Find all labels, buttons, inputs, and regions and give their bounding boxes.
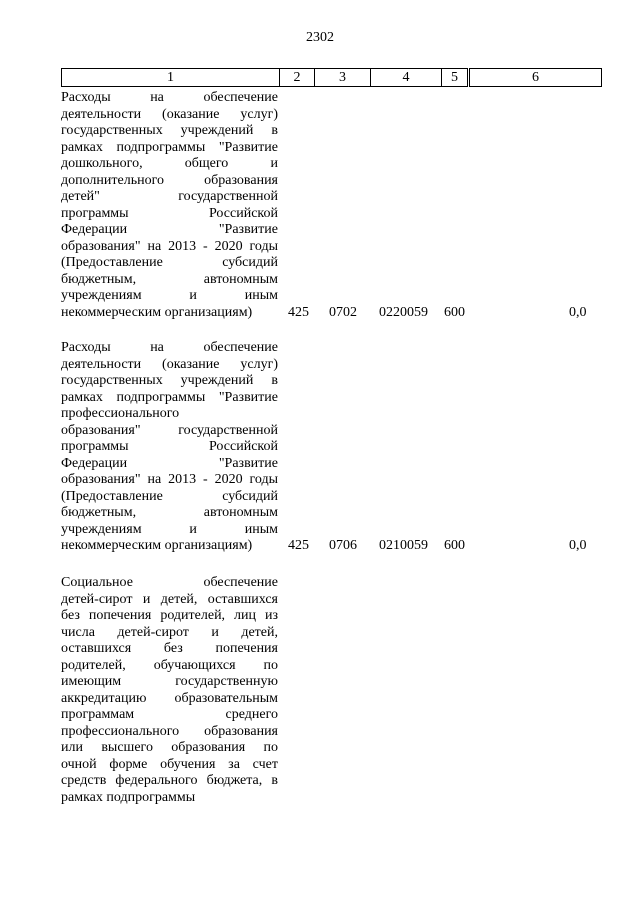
description-line: очной форме обучения за счет: [61, 756, 278, 772]
description-line: детей-сирот и детей, оставшихся: [61, 591, 278, 607]
description-line: рамках подпрограммы "Развитие: [61, 139, 278, 155]
expense-type: 600: [444, 538, 465, 553]
target-code: 0220059: [379, 304, 428, 320]
expense-type: 600: [444, 304, 465, 320]
description-line: имеющим государственную: [61, 674, 278, 689]
description-line: рамках подпрограммы: [61, 789, 196, 805]
description-line: Расходы на обеспечение: [61, 90, 278, 105]
description-line: профессионального: [61, 406, 180, 421]
section-code: 0706: [329, 538, 357, 553]
header-col-1: 1: [61, 68, 280, 87]
description-line: образования" государственной: [61, 422, 278, 438]
description-line: средств федерального бюджета, в: [61, 773, 278, 788]
description-line: без попечения родителей, лиц из: [61, 608, 278, 623]
row-description: [61, 90, 278, 321]
description-line: бюджетным, автономным: [61, 271, 278, 287]
page-number: 2302: [306, 30, 334, 45]
header-col-2: 2: [279, 68, 315, 87]
description-line: учреждениям и иным: [61, 288, 278, 303]
amount-value: 0,0: [569, 304, 587, 320]
description-line: программам среднего: [61, 707, 278, 722]
description-line: программы Российской: [61, 439, 278, 454]
description-line: деятельности (оказание услуг): [61, 106, 278, 122]
section-code: 0702: [329, 304, 357, 320]
description-line: детей" государственной: [61, 189, 278, 204]
description-line: деятельности (оказание услуг): [61, 356, 278, 372]
description-line: образования" на 2013 - 2020 годы: [61, 472, 278, 487]
row-description: [61, 575, 278, 806]
ministry-code: 425: [288, 538, 309, 553]
description-line: оставшихся без попечения: [61, 641, 278, 656]
description-line: дополнительного образования: [61, 172, 278, 188]
header-col-5: 5: [441, 68, 468, 87]
description-line: (Предоставление субсидий: [61, 255, 278, 270]
header-col-6: 6: [469, 68, 602, 87]
description-line: образования" на 2013 - 2020 годы: [61, 238, 278, 254]
description-line: или высшего образования по: [61, 740, 278, 755]
target-code: 0210059: [379, 538, 428, 553]
amount-value: 0,0: [569, 538, 587, 553]
description-line: Расходы на обеспечение: [61, 340, 278, 355]
description-line: некоммерческим организациям): [61, 538, 253, 553]
ministry-code: 425: [288, 304, 309, 320]
description-line: родителей, обучающихся по: [61, 657, 278, 673]
description-line: Социальное обеспечение: [61, 575, 278, 590]
description-line: Федерации "Развитие: [61, 455, 278, 471]
description-line: учреждениям и иным: [61, 521, 278, 537]
description-line: бюджетным, автономным: [61, 505, 278, 520]
description-line: рамках подпрограммы "Развитие: [61, 389, 278, 405]
description-line: дошкольного, общего и: [61, 156, 278, 171]
description-line: государственных учреждений в: [61, 373, 278, 388]
description-line: (Предоставление субсидий: [61, 488, 278, 504]
description-line: аккредитацию образовательным: [61, 690, 278, 706]
description-line: числа детей-сирот и детей,: [61, 624, 278, 640]
row-description: [61, 340, 278, 555]
description-line: Федерации "Развитие: [61, 222, 278, 237]
header-col-3: 3: [314, 68, 371, 87]
header-col-4: 4: [370, 68, 442, 87]
description-line: некоммерческим организациям): [61, 304, 253, 320]
description-line: программы Российской: [61, 205, 278, 221]
description-line: профессионального образования: [61, 723, 278, 739]
description-line: государственных учреждений в: [61, 123, 278, 138]
